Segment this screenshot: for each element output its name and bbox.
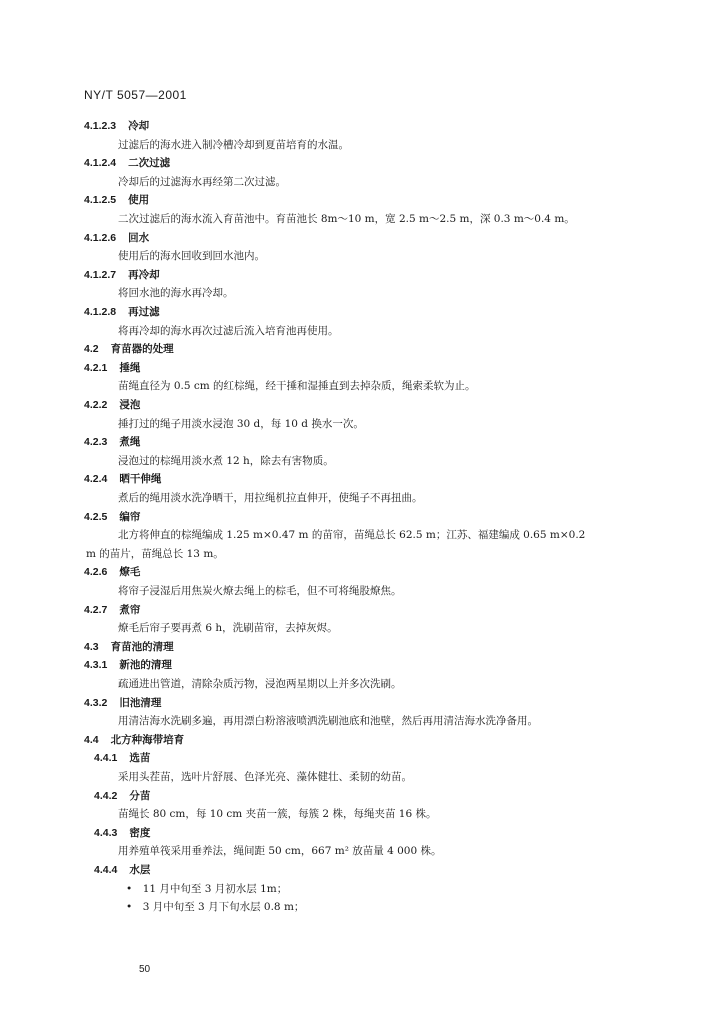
section-number: 4.4.4 (94, 864, 118, 876)
section-number: 4.1.2.3 (84, 120, 117, 132)
paragraph-continuation: m 的苗片，苗绳总长 13 m。 (86, 547, 224, 560)
section-title: 冷却 (128, 120, 150, 132)
section-heading (94, 863, 150, 877)
section-number: 4.1.2.8 (84, 306, 117, 318)
section-title: 二次过滤 (128, 157, 171, 170)
section-number: 4.2.3 (84, 436, 108, 449)
section-number: 4.4.3 (94, 826, 118, 839)
paragraph-text: 浸泡过的棕绳用淡水煮 12 h，除去有害物质。 (118, 454, 334, 467)
section-title: 晒干伸绳 (119, 473, 162, 486)
paragraph-text: 冷却后的过滤海水再经第二次过滤。 (118, 175, 286, 188)
section-heading (94, 751, 150, 765)
section-number: 4.1.2.7 (84, 268, 117, 281)
section-number: 4.2.2 (84, 399, 108, 411)
section-title: 捶绳 (119, 361, 141, 374)
section-number: 4.3.1 (84, 659, 108, 672)
section-title: 编帘 (119, 510, 141, 523)
paragraph-text: 北方将伸直的棕绳编成 1.25 m×0.47 m 的苗帘，苗绳总长 62.5 m；江苏、福建编成 0.65 m×0.2 (118, 529, 586, 542)
section-heading (84, 268, 160, 282)
section-number: 4.4.2 (94, 789, 118, 802)
section-heading (84, 472, 161, 486)
paragraph-text: 将帘子浸湿后用焦炭火燎去绳上的棕毛，但不可将绳股燎焦。 (118, 585, 402, 597)
section-title: 燎毛 (119, 566, 141, 579)
section-number: 4.2.7 (84, 603, 108, 616)
section-title: 煮帘 (119, 603, 141, 616)
section-title: 再过滤 (128, 306, 160, 318)
section-number: 4.2.6 (84, 566, 108, 579)
paragraph-text: 将回水池的海水再冷却。 (118, 287, 234, 300)
section-heading (84, 658, 172, 672)
section-heading (84, 696, 161, 710)
section-heading (84, 156, 170, 170)
section-heading (84, 305, 160, 319)
page-number: 50 (139, 964, 151, 975)
paragraph-text: 疏通进出管道，清除杂质污物，浸泡两星期以上并多次洗刷。 (118, 678, 402, 690)
standard-code-header: NY/T 5057—2001 (84, 88, 187, 102)
section-title: 再冷却 (128, 268, 160, 281)
paragraph-text: 苗绳长 80 cm，每 10 cm 夹苗一簇，每簇 2 株，每绳夹苗 16 株。 (118, 808, 437, 821)
section-number: 4.3 (84, 640, 99, 653)
section-title: 密度 (129, 826, 151, 839)
section-heading (84, 603, 140, 617)
paragraph-text: 用清洁海水洗刷多遍，再用漂白粉溶液喷洒洗刷池底和池壁，然后再用清洁海水洗净备用。 (118, 715, 538, 728)
paragraph-text: 使用后的海水回收到回水池内。 (118, 250, 265, 263)
section-heading (84, 193, 149, 207)
section-heading (84, 640, 174, 654)
paragraph-text: 捶打过的绳子用淡水浸泡 30 d，每 10 d 换水一次。 (118, 417, 364, 430)
section-number: 4.2.4 (84, 473, 108, 486)
section-heading (94, 789, 150, 803)
section-number: 4.4.1 (94, 752, 118, 765)
section-heading (84, 435, 140, 449)
section-title: 新池的清理 (119, 659, 172, 672)
section-heading (84, 565, 140, 579)
section-heading (94, 826, 150, 840)
section-title: 育苗器的处理 (110, 343, 174, 356)
section-title: 选苗 (129, 752, 151, 765)
section-title: 使用 (128, 194, 150, 207)
section-number: 4.1.2.4 (84, 157, 117, 170)
section-title: 北方种海带培育 (110, 733, 185, 746)
paragraph-text: 将再冷却的海水再次过滤后流入培育池再使用。 (118, 324, 339, 337)
section-title: 水层 (129, 864, 151, 876)
section-number: 4.1.2.6 (84, 231, 117, 244)
section-heading (84, 361, 140, 375)
bullet-item: • 11 月中旬至 3 月初水层 1m； (126, 882, 288, 895)
section-title: 浸泡 (119, 399, 141, 411)
section-title: 旧池清理 (119, 696, 162, 709)
section-heading (84, 119, 149, 133)
section-heading (84, 231, 149, 245)
paragraph-text: 煮后的绳用淡水洗净晒干，用拉绳机拉直伸开，使绳子不再扭曲。 (118, 492, 423, 504)
paragraph-text: 燎毛后帘子要再煮 6 h，洗刷苗帘，去掉灰烬。 (118, 622, 338, 635)
section-heading (84, 342, 174, 356)
section-heading (84, 733, 184, 747)
bullet-item: • 3 月中旬至 3 月下旬水层 0.8 m； (126, 901, 305, 914)
section-number: 4.2.5 (84, 510, 108, 523)
paragraph-text: 用养殖单筏采用垂养法，绳间距 50 cm，667 m² 放苗量 4 000 株。 (118, 845, 442, 858)
section-title: 育苗池的清理 (110, 640, 174, 653)
section-heading (84, 398, 140, 412)
paragraph-text: 采用头茬苗，选叶片舒展、色泽光亮、藻体健壮、柔韧的幼苗。 (118, 771, 412, 783)
section-number: 4.3.2 (84, 696, 108, 709)
section-number: 4.2.1 (84, 361, 108, 374)
paragraph-text: 苗绳直径为 0.5 cm 的红棕绳，经干捶和湿捶直到去掉杂质，绳索柔软为止。 (118, 380, 476, 393)
section-number: 4.4 (84, 733, 99, 746)
paragraph-text: 二次过滤后的海水流入育苗池中。育苗池长 8m～10 m，宽 2.5 m～2.5 m，深 0.3 m～0.4 m。 (118, 213, 575, 225)
section-number: 4.1.2.5 (84, 194, 117, 207)
section-title: 分苗 (129, 789, 151, 802)
section-title: 煮绳 (119, 436, 141, 449)
section-number: 4.2 (84, 343, 99, 356)
section-title: 回水 (128, 231, 150, 244)
paragraph-text: 过滤后的海水进入制冷槽冷却到夏苗培育的水温。 (118, 138, 349, 151)
section-heading (84, 510, 140, 524)
